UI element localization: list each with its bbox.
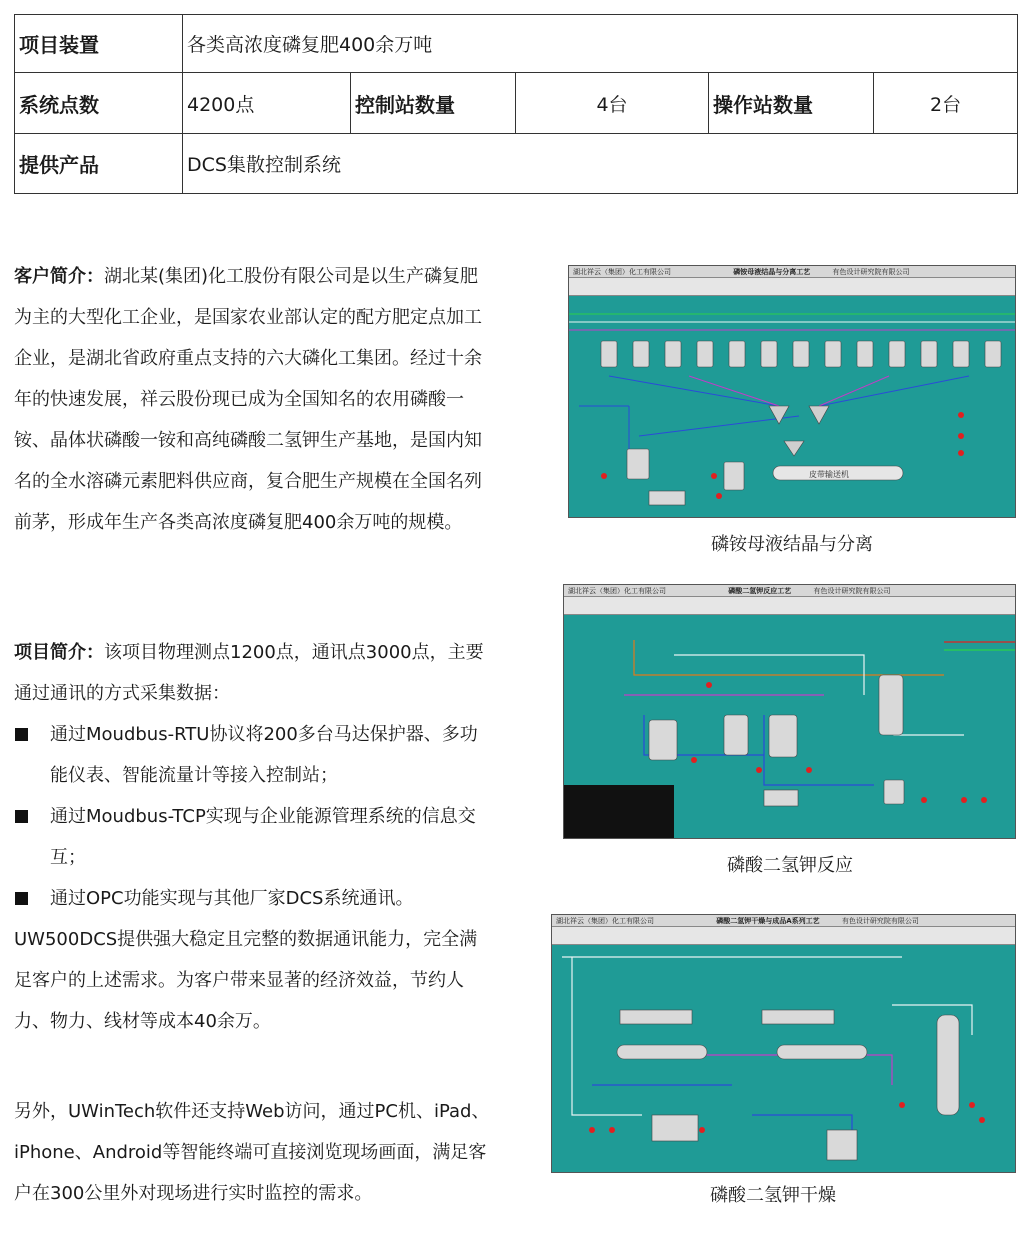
value-system-points: 4200点: [183, 73, 351, 134]
bullet-text: 通过OPC功能实现与其他厂家DCS系统通讯。: [50, 888, 414, 909]
customer-body: 湖北某(集团)化工股份有限公司是以生产磷复肥为主的大型化工企业，是国家农业部认定的配方肥定点加工企业，是湖北省政府重点支持的六大磷化工集团。经过十余年的快速发展，祥云股份现已成为全国知名的农用磷酸一铵、晶体状磷酸一铵和高纯磷酸二氢钾生产基地，是国内知名的全水溶磷元素肥料供应商，复合肥生产规模在全国名列前茅，形成年生产各类高浓度磷复肥400余万吨的规模。: [14, 266, 482, 533]
square-bullet-icon: [15, 810, 28, 823]
belt-conveyor: [773, 466, 903, 480]
square-bullet-icon: [15, 728, 28, 741]
bullet-item: [14, 796, 490, 878]
figure-caption: 磷铵母液结晶与分离: [711, 534, 873, 555]
project-spec-table: [14, 14, 1018, 194]
value-control-stations: 4台: [516, 73, 709, 134]
bullet-text: 通过Moudbus-RTU协议将200多台马达保护器、多功能仪表、智能流量计等接入控制站；: [50, 724, 478, 786]
scada-screenshot-crystallization: [568, 265, 1016, 518]
value-operator-stations: 2台: [874, 73, 1018, 134]
value-project-device: 各类高浓度磷复肥400余万吨: [183, 15, 1018, 73]
svg-text:皮带输送机: 皮带输送机: [809, 470, 849, 479]
process-diagram: [569, 266, 1016, 518]
project-intro: [14, 632, 490, 714]
bullet-item: [14, 878, 490, 919]
screen-titlebar: 湖北祥云（集团）化工有限公司 磷铵母液结晶与分离工艺 有色设计研究院有限公司: [569, 266, 1015, 278]
table-row: [15, 73, 1018, 134]
process-diagram: [552, 915, 1016, 1173]
project-heading: 项目简介：: [14, 642, 104, 663]
figure-caption: 磷酸二氢钾干燥: [710, 1185, 836, 1206]
label-system-points: 系统点数: [15, 73, 183, 134]
web-access-paragraph: 另外，UWinTech软件还支持Web访问，通过PC机、iPad、iPhone、Android等智能终端可直接浏览现场画面，满足客户在300公里外对现场进行实时监控的需求。: [14, 1101, 490, 1204]
customer-intro: [14, 256, 490, 543]
figure-caption: 磷酸二氢钾反应: [727, 855, 853, 876]
label-product: 提供产品: [15, 134, 183, 194]
label-operator-stations: 操作站数量: [709, 73, 874, 134]
customer-heading: 客户简介：: [14, 266, 104, 287]
scada-screenshot-drying: [551, 914, 1016, 1173]
value-product: DCS集散控制系统: [183, 134, 1018, 194]
label-project-device: 项目装置: [15, 15, 183, 73]
project-intro-text: 该项目物理测点1200点，通讯点3000点，主要通过通讯的方式采集数据：: [14, 642, 484, 704]
table-row: [15, 134, 1018, 194]
bullet-text: 通过Moudbus-TCP实现与企业能源管理系统的信息交互；: [50, 806, 476, 868]
table-row: [15, 15, 1018, 73]
screen-titlebar: 湖北祥云（集团）化工有限公司 磷酸二氢钾反应工艺 有色设计研究院有限公司: [564, 585, 1015, 597]
label-control-stations: 控制站数量: [351, 73, 516, 134]
square-bullet-icon: [15, 892, 28, 905]
project-summary: UW500DCS提供强大稳定且完整的数据通讯能力，完全满足客户的上述需求。为客户带来显著的经济效益，节约人力、物力、线材等成本40余万。: [14, 929, 478, 1032]
screen-titlebar: 湖北祥云（集团）化工有限公司 磷酸二氢钾干燥与成品A系列工艺 有色设计研究院有限公司: [552, 915, 1015, 927]
scada-screenshot-reaction: [563, 584, 1016, 839]
bullet-item: [14, 714, 490, 796]
process-diagram: [564, 585, 1016, 839]
